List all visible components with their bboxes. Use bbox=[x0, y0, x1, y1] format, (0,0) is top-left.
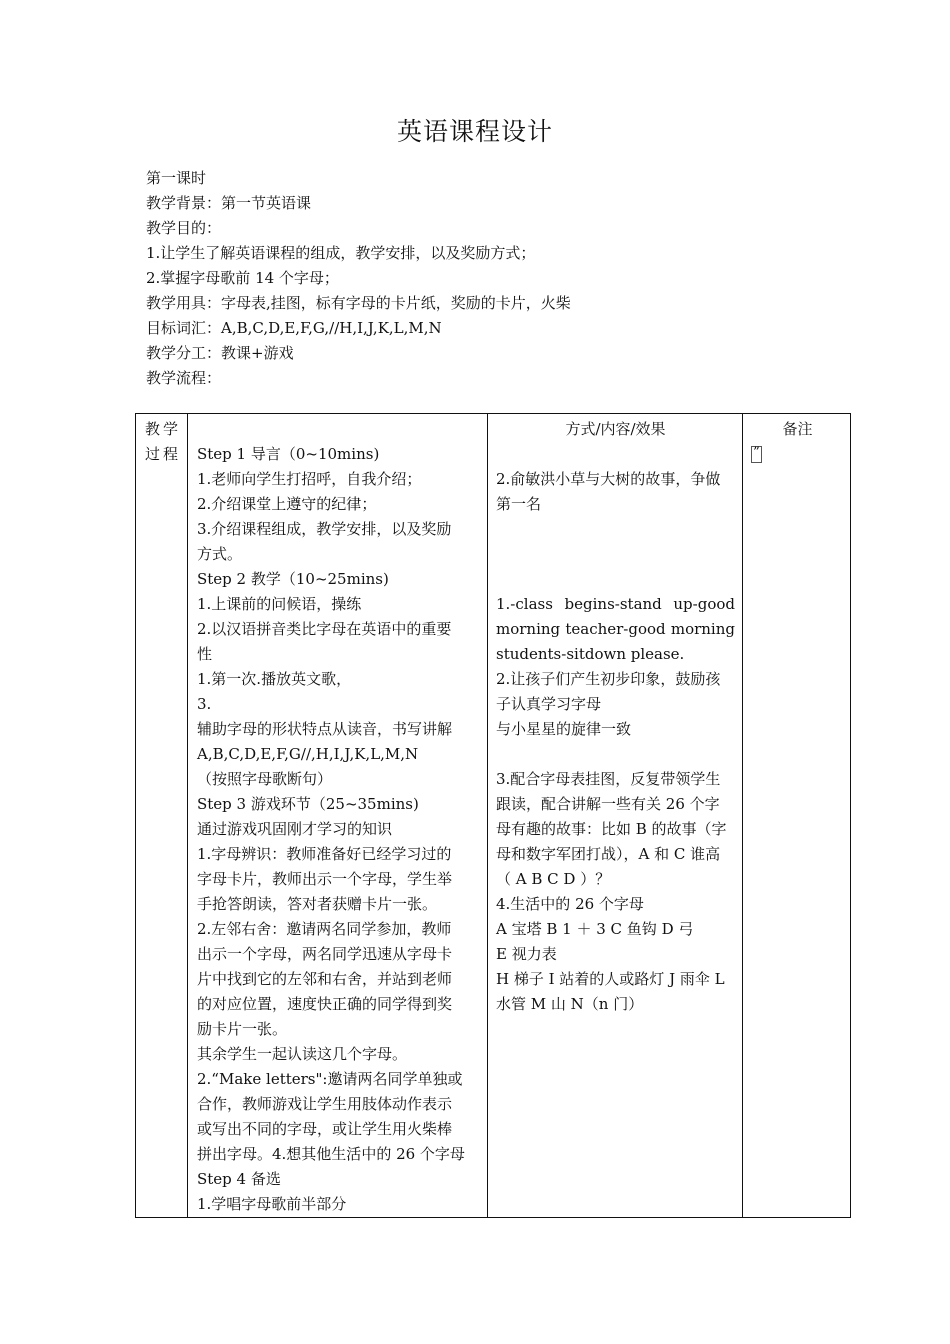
method-header: 方式/内容/效果 bbox=[565, 420, 666, 438]
label-cell bbox=[136, 414, 188, 1218]
intro-line-materials: 教学用具：字母表,挂图，标有字母的卡片纸，奖励的卡片，火柴 bbox=[146, 294, 571, 312]
intro-line-purpose-heading: 教学目的： bbox=[146, 219, 222, 237]
process-line: 拼出字母。4.想其他生活中的 26 个字母 bbox=[197, 1145, 465, 1163]
process-line: 2.“Make letters":邀请两名同学单独或 bbox=[197, 1070, 463, 1088]
table-row bbox=[136, 414, 851, 1218]
process-line: （按照字母歌断句） bbox=[197, 770, 333, 788]
process-line: Step 4 备选 bbox=[197, 1170, 281, 1188]
process-line: 1.老师向学生打招呼，自我介绍； bbox=[197, 470, 422, 488]
intro-line-background: 教学背景：第一节英语课 bbox=[146, 194, 312, 212]
method-line bbox=[496, 517, 735, 542]
process-cell bbox=[188, 414, 488, 1218]
method-line: 第一名 bbox=[496, 495, 542, 513]
method-line: （ A B C D ）？ bbox=[496, 870, 611, 888]
method-cell bbox=[488, 414, 743, 1218]
method-line: 子认真学习字母 bbox=[496, 695, 602, 713]
label-line: 过程 bbox=[145, 445, 182, 463]
process-line: 或写出不同的字母，或让学生用火柴棒 bbox=[197, 1120, 453, 1138]
process-line: 通过游戏巩固刚才学习的知识 bbox=[197, 820, 393, 838]
method-line: H 梯子 I 站着的人或路灯 J 雨伞 L bbox=[496, 970, 725, 988]
process-line: A,B,C,D,E,F,G//,H,I,J,K,L,M,N bbox=[197, 745, 419, 763]
method-line: 跟读，配合讲解一些有关 26 个字 bbox=[496, 795, 720, 813]
intro-line-vocabulary: 目标词汇：A,B,C,D,E,F,G,//H,I,J,K,L,M,N bbox=[146, 319, 442, 337]
notes-mark: ” bbox=[751, 446, 762, 463]
process-line: 手抢答朗读，答对者获赠卡片一张。 bbox=[197, 895, 438, 913]
process-line: 1.第一次.播放英文歌， bbox=[197, 670, 352, 688]
process-line: 的对应位置，速度快正确的同学得到奖 bbox=[197, 995, 453, 1013]
process-line: 1.学唱字母歌前半部分 bbox=[197, 1195, 347, 1213]
notes-header: 备注 bbox=[782, 420, 813, 438]
process-line: 合作，教师游戏让学生用肢体动作表示 bbox=[197, 1095, 453, 1113]
method-line: 3.配合字母表挂图，反复带领学生 bbox=[496, 770, 721, 788]
process-line: 方式。 bbox=[197, 545, 243, 563]
method-line: A 宝塔 B 1 ＋ 3 C 鱼钩 D 弓 bbox=[496, 920, 694, 938]
lesson-table bbox=[135, 413, 851, 1218]
process-line: 片中找到它的左邻和右舍，并站到老师 bbox=[197, 970, 453, 988]
process-line: 3.介绍课程组成，教学安排，以及奖励 bbox=[197, 520, 452, 538]
process-line: 2.以汉语拼音类比字母在英语中的重要 bbox=[197, 620, 452, 638]
process-line: Step 3 游戏环节（25~35mins) bbox=[197, 795, 419, 813]
process-line: 3. bbox=[197, 695, 212, 713]
process-line: 1.上课前的问候语，操练 bbox=[197, 595, 362, 613]
method-line: E 视力表 bbox=[496, 945, 557, 963]
method-line bbox=[496, 442, 735, 467]
method-line: 4.生活中的 26 个字母 bbox=[496, 895, 644, 913]
label-line: 教学 bbox=[145, 420, 182, 438]
intro-line-division: 教学分工：教课+游戏 bbox=[146, 344, 294, 362]
process-line: 辅助字母的形状特点从读音，书写讲解 bbox=[197, 720, 453, 738]
process-line: 励卡片一张。 bbox=[197, 1020, 288, 1038]
process-line: 2.介绍课堂上遵守的纪律； bbox=[197, 495, 377, 513]
intro-line-flow-heading: 教学流程： bbox=[146, 369, 222, 387]
notes-cell bbox=[743, 414, 851, 1218]
method-line bbox=[496, 567, 735, 592]
notes-line bbox=[751, 442, 844, 467]
process-line: 1.字母辨识：教师准备好已经学习过的 bbox=[197, 845, 452, 863]
method-line: 母和数字军团打战），A 和 C 谁高 bbox=[496, 845, 721, 863]
method-line: morning teacher-good morning bbox=[496, 620, 735, 638]
method-line bbox=[496, 742, 735, 767]
intro-section bbox=[146, 166, 826, 391]
process-line: 其余学生一起认读这几个字母。 bbox=[197, 1045, 408, 1063]
method-line: 2.俞敏洪小草与大树的故事，争做 bbox=[496, 470, 721, 488]
process-line: Step 1 导言（0~10mins) bbox=[197, 445, 380, 463]
method-line: students-sitdown please. bbox=[496, 645, 685, 663]
intro-line-lesson: 第一课时 bbox=[146, 169, 207, 187]
process-line: Step 2 教学（10~25mins) bbox=[197, 570, 389, 588]
process-line: 性 bbox=[197, 645, 213, 663]
method-line: 母有趣的故事：比如 B 的故事（字 bbox=[496, 820, 727, 838]
intro-line-purpose-2: 2.掌握字母歌前 14 个字母； bbox=[146, 269, 339, 287]
method-line bbox=[496, 542, 735, 567]
process-line: 字母卡片，教师出示一个字母，学生举 bbox=[197, 870, 453, 888]
process-line: 2.左邻右舍：邀请两名同学参加，教师 bbox=[197, 920, 452, 938]
method-line: 2.让孩子们产生初步印象，鼓励孩 bbox=[496, 670, 721, 688]
method-line: 1.-class begins-stand up-good bbox=[496, 595, 735, 613]
process-line: 出示一个字母，两名同学迅速从字母卡 bbox=[197, 945, 453, 963]
document-title: 英语课程设计 bbox=[396, 117, 553, 146]
intro-line-purpose-1: 1.让学生了解英语课程的组成，教学安排，以及奖励方式； bbox=[146, 244, 536, 262]
method-line: 水管 M 山 N（n 门） bbox=[496, 995, 644, 1013]
method-line: 与小星星的旋律一致 bbox=[496, 720, 632, 738]
